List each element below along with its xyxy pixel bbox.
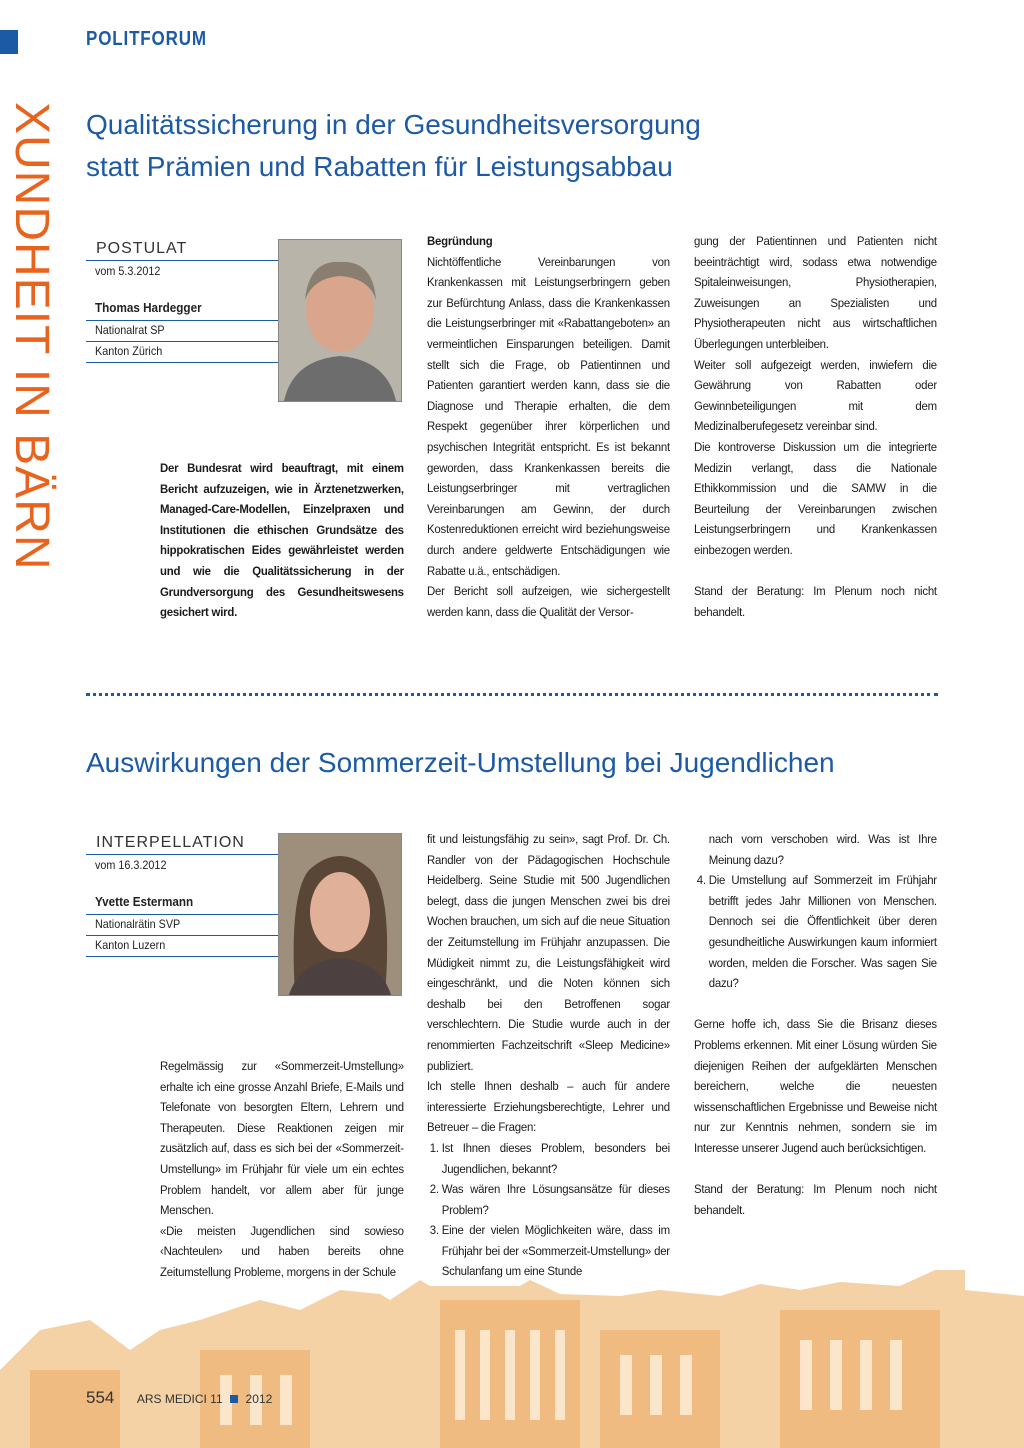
article2-question-3-cont: nach vorn verschoben wird. Was ist Ihre Meinung dazu?	[708, 832, 937, 867]
article2-infobox	[86, 830, 280, 957]
article1-portrait-photo	[278, 239, 402, 402]
article2-status: Stand der Beratung: Im Plenum noch nicht behandelt.	[694, 1182, 937, 1217]
footer-square-icon	[230, 1395, 238, 1403]
article1-col2	[427, 231, 670, 622]
article2-col1b: «Die meisten Jugendlichen sind sowieso ‹Nachteulen› und haben bereits ohne Zeitumstellung Probleme, morgens in der Schule	[160, 1223, 404, 1279]
article2-canton: Kanton Luzern	[86, 938, 280, 957]
article2-type: INTERPELLATION	[86, 830, 280, 855]
article2-question-list-cont	[694, 870, 937, 994]
article1-title	[86, 104, 986, 188]
magazine-year: 2012	[245, 1392, 273, 1406]
article2-author: Yvette Estermann	[86, 894, 280, 915]
footer-building-illustration	[0, 1260, 1024, 1448]
article1-col3a: gung der Patientinnen und Patienten nicht beeinträchtigt wird, sodass etwa notwendige Spitaleinweisungen, Physiotherapien, Zuweisungen an Spezialisten und Physiotherapeuten nicht aus wirtschaftlichen Überlegungen unterbleiben.	[694, 234, 937, 351]
article1-date: vom 5.3.2012	[95, 264, 161, 278]
article1-heading: Begründung	[427, 234, 493, 248]
article2-col3	[694, 829, 937, 1220]
article2-question-2: 2. Was wären Ihre Lösungsansätze für dieses Problem?	[442, 1179, 670, 1220]
article2-col1a: Regelmässig zur «Sommerzeit-Umstellung» erhalte ich eine grosse Anzahl Briefe, E-Mails und Telefonate von besorgten Eltern, Lehrern und Therapeuten. Diese Reaktionen zeigen mir zusätzlich auf, dass es sich bei der «Sommerzeit-Umstellung» im Frühjahr für viele um ein echtes Problem handelt, vor allem aber für junge Menschen.	[160, 1059, 404, 1218]
article2-role: Nationalrätin SVP	[86, 917, 280, 936]
footer	[86, 1388, 272, 1412]
article2-title: Auswirkungen der Sommerzeit-Umstellung bei Jugendlichen	[86, 747, 835, 778]
article2-col2b: Ich stelle Ihnen deshalb – auch für andere interessierte Erziehungsberechtigte, Lehrer und Betreuer – die Fragen:	[427, 1079, 670, 1135]
section-divider	[86, 693, 938, 696]
article1-title-line2: statt Prämien und Rabatten für Leistungsabbau	[86, 151, 673, 182]
article1-col3c: Die kontroverse Diskussion um die integrierte Medizin verlangt, dass die Nationale Ethikkommission und die SAMW in die Beurteilung der Vereinbarungen zwischen Leistungserbringern und Krankenkassen einbezogen werden.	[694, 439, 937, 557]
article1-status: Stand der Beratung: Im Plenum noch nicht behandelt.	[694, 584, 937, 619]
article2-date: vom 16.3.2012	[95, 858, 167, 872]
article2-col2a: fit und leistungsfähig zu sein», sagt Prof. Dr. Ch. Randler von der Pädagogischen Hochschule Heidelberg. Seine Studie mit 500 Jugendlichen belegt, dass die jungen Menschen zwei bis drei Wochen brauchen, um sich auf die neue Situation der Zeitumstellung im Frühjahr anzupassen. Die Müdigkeit nimmt zu, die Leistungsfähigkeit wird eingeschränkt, und die Noten können sich deshalb bei den Betroffenen sogar verschlechtern. Die Studie wurde auch in der renommierten Fachzeitschrift «Sleep Medicine» publiziert.	[427, 832, 670, 1073]
article1-role: Nationalrat SP	[86, 323, 280, 342]
article1-infobox	[86, 236, 280, 363]
article2-col3c: Gerne hoffe ich, dass Sie die Brisanz dieses Problems erkennen. Mit einer Lösung würden Sie diejenigen Reihen der aufgeklärten Menschen bereichern, welche die neuesten wissenschaftlichen Ergebnisse und Beweise nicht nur zur Kenntnis nehmen, sondern sie im Interesse unserer Jugend auch berücksichtigen.	[694, 1017, 937, 1155]
side-title: XUNDHEIT IN BÄRN	[5, 102, 58, 571]
article2-portrait-photo	[278, 833, 402, 996]
magazine-name: ARS MEDICI 11	[136, 1392, 223, 1406]
article1-col3b: Weiter soll aufgezeigt werden, inwiefern die Gewährung von Rabatten oder Gewinnbeteiligungen mit dem Medizinalberufegesetz vereinbar sind.	[694, 357, 937, 434]
article1-lead: Der Bundesrat wird beauftragt, mit einem Bericht aufzuzeigen, wie in Ärztenetzwerken, Managed-Care-Modellen, Einzelpraxen und Institutionen die ethischen Grundsätze des hippokratischen Eides gewährleistet werden und wie die Qualitätssicherung in der Grundversorgung des Gesundheitswesens gesichert wird.	[160, 461, 404, 620]
article2-question-4: 4. Die Umstellung auf Sommerzeit im Frühjahr betrifft jedes Jahr Millionen von Menschen. Dennoch sei die Öffentlichkeit über deren gesundheitliche Auswirkungen kaum informiert worden, melden die Forscher. Was sagen Sie dazu?	[709, 870, 937, 994]
header-marker	[0, 30, 18, 54]
article1-canton: Kanton Zürich	[86, 344, 280, 363]
article2-question-3: 3. Eine der vielen Möglichkeiten wäre, dass im Frühjahr bei der «Sommerzeit-Umstellung» der Schulanfang um eine Stunde	[442, 1220, 670, 1282]
article1-col3	[694, 231, 937, 622]
article1-title-line1: Qualitätssicherung in der Gesundheitsversorgung	[86, 109, 701, 140]
article2-question-1: 1. Ist Ihnen dieses Problem, besonders bei Jugendlichen, bekannt?	[442, 1138, 670, 1179]
article1-col2-text: Nichtöffentliche Vereinbarungen von Krankenkassen mit Leistungserbringern geben zur Befürchtung Anlass, dass die Krankenkassen die Leistungserbringer mit «Rabattangeboten» an vermeintlichen Einsparungen beteiligen. Damit stellt sich die Frage, ob Patientinnen und Patienten garantiert werden kann, dass sie die Diagnose und Therapie erhalten, die dem Respekt gegenüber ihrer körperlichen und psychischen Integrität entspricht. Es ist bekannt geworden, dass Krankenkassen bereits die Leistungserbringer mit vertraglichen Vereinbarungen am Gewinn, der durch Kostenreduktionen erreicht wird beziehungsweise durch andere geldwerte Entschädigungen wie Rabatte u.ä., entschädigen.	[427, 254, 670, 578]
article2-col1	[160, 1056, 404, 1283]
article2-col2	[427, 829, 670, 1282]
article1-col2b-text: Der Bericht soll aufzeigen, wie sichergestellt werden kann, dass die Qualität der Versor-	[427, 584, 670, 619]
page-number: 554	[86, 1388, 115, 1407]
article1-author: Thomas Hardegger	[86, 300, 280, 321]
article1-type: POSTULAT	[86, 236, 280, 261]
section-label: POLITFORUM	[86, 28, 207, 50]
